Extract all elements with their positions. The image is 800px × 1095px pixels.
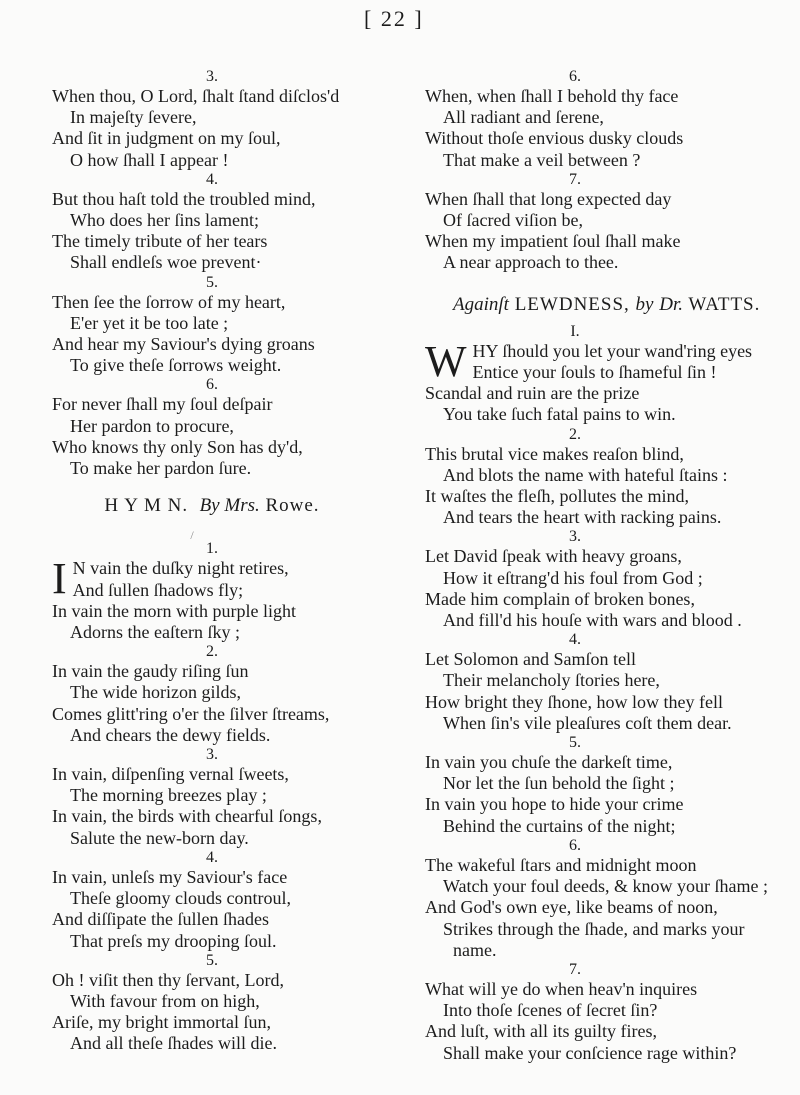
verse-line: And tears the heart with racking pains. [443,507,722,528]
verse-line: N vain the duſky night retires, [72,558,289,579]
verse-line: E'er yet it be too late ; [70,312,229,333]
lewdness-stanza [425,734,795,837]
verse-line: In vain the gaudy riſing ſun [52,661,249,682]
verse-line: The morning breezes play ; [70,785,267,806]
poem-stanza [52,376,402,479]
stanza-number: 5. [206,273,218,291]
stanza-number: 3. [206,746,218,764]
verse-line: It waſtes the fleſh, pollutes the mind, [425,486,689,507]
verse-line: Who does her ſins lament; [70,210,259,231]
lewdness-stanza [425,631,795,734]
verse-line: And all theſe ſhades will die. [70,1033,277,1054]
verse-line: Oh ! viſit then thy ſervant, Lord, [52,969,284,990]
verse-line: And ſit in judgment on my ſoul, [52,128,281,149]
verse-line: This brutal vice makes reaſon blind, [425,443,684,464]
stanza-number: 2. [569,425,581,443]
verse-line: And fill'd his houſe with wars and blood . [443,610,742,631]
verse-line: When ſhall that long expected day [425,188,672,209]
hymn-author: Rowe. [265,495,320,517]
verse-line: Shall endleſs woe prevent· [70,252,262,273]
verse-line: And blots the name with hateful ſtains : [443,464,728,485]
verse-line: The wakeful ſtars and midnight moon [425,854,697,875]
dropcap-block [425,336,795,386]
verse-line: Nor let the ſun behold the ſight ; [443,773,675,794]
heading-by: by [635,293,654,315]
verse-line: With favour from on high, [70,990,260,1011]
hymn-stanza [52,746,402,849]
verse-line: In vain, diſpenſing vernal ſweets, [52,764,289,785]
verse-line: Behind the curtains of the night; [443,815,676,836]
verse-line: Let David ſpeak with heavy groans, [425,546,682,567]
drop-cap: W [425,336,467,386]
verse-line: But thou haſt told the troubled mind, [52,188,316,209]
poem-stanza [425,68,795,171]
verse-line: The wide horizon gilds, [70,682,241,703]
verse-line: What will ye do when heav'n inquires [425,978,698,999]
verse-line: Without thoſe envious dusky clouds [425,128,684,149]
poem-stanza [425,171,795,274]
heading-against: Againſt [453,293,509,315]
hymn-title: H Y M N. [104,495,189,517]
hymn-stanza [52,952,402,1055]
verse-line: Ariſe, my bright immortal ſun, [52,1012,271,1033]
heading-author: WATTS. [688,293,761,315]
stanza-number: 3. [569,528,581,546]
verse-line: And ſullen ſhadows fly; [72,579,244,600]
lewdness-heading [425,294,795,315]
poem-stanza [52,68,402,171]
drop-cap: I [52,554,67,604]
verse-line: Watch your foul deeds, & know your ſhame ; [443,876,768,897]
verse-line: In majeſty ſevere, [70,107,197,128]
verse-line: And hear my Saviour's dying groans [52,334,315,355]
poem-stanza [52,274,402,377]
verse-line: Then ſee the ſorrow of my heart, [52,291,286,312]
verse-line: name. [453,939,497,960]
verse-line: Their melancholy ſtories here, [443,670,660,691]
verse-line: Salute the new-born day. [70,827,249,848]
hymn-stanza [52,643,402,746]
stanza-number: I. [570,322,580,340]
hymn-stanza [52,849,402,952]
verse-line: When, when ſhall I behold thy face [425,86,679,106]
verse-line: For never ſhall my ſoul deſpair [52,394,273,415]
stanza-number: 5. [206,951,218,969]
lewdness-stanza [425,528,795,631]
stanza-number: 3. [206,68,218,85]
lewdness-stanza [425,837,795,961]
right-column [425,68,795,1064]
verse-line: To give theſe ſorrows weight. [70,355,282,376]
stanza-number: 5. [569,734,581,752]
stanza-number: 7. [569,170,581,188]
left-column [52,68,402,1055]
verse-line: When my impatient ſoul ſhall make [425,231,681,252]
lewdness-stanza [425,426,795,529]
verse-line: That make a veil between ? [443,149,641,170]
verse-line: Let Solomon and Samſon tell [425,649,636,670]
verse-line: Theſe gloomy clouds controul, [70,888,291,909]
verse-line: In vain the morn with purple light [52,600,296,621]
verse-line: Who knows thy only Son has dy'd, [52,436,303,457]
stanza-number: 4. [569,631,581,649]
verse-line: In vain you chuſe the darkeſt time, [425,752,673,773]
stanza-number: 6. [569,836,581,854]
lewdness-stanza [425,961,795,1064]
verse-line: And luſt, with all its guilty fires, [425,1021,657,1042]
verse-line: How bright they ſhone, how low they fell [425,691,723,712]
stanza-number: 7. [569,960,581,978]
hymn-stanza [52,540,402,643]
verse-line: To make her pardon ſure. [70,458,252,479]
verse-line: When thou, O Lord, ſhalt ſtand diſclos'd [52,86,340,106]
verse-line: Strikes through the ſhade, and marks your [443,918,745,939]
verse-line: O how ſhall I appear ! [70,149,229,170]
stanza-number: 4. [206,170,218,188]
verse-line: Made him complain of broken bones, [425,588,695,609]
heading-dr: Dr. [659,293,683,315]
verse-line: Of ſacred viſion be, [443,210,583,231]
verse-line: Entice your ſouls to ſhameful ſin ! [472,362,717,383]
heading-title: LEWDNESS, [514,293,630,315]
verse-line: How it eſtrang'd his foul from God ; [443,567,703,588]
ornament-mark: / [190,528,194,543]
dropcap-block [52,554,402,604]
stanza-number: 6. [569,68,581,85]
verse-line: Shall make your conſcience rage within? [443,1042,737,1063]
hymn-by: By Mrs. [199,495,260,517]
stanza-number: 2. [206,643,218,661]
verse-line: In vain you hope to hide your crime [425,794,684,815]
page-number: [ 22 ] [364,6,424,31]
verse-line: All radiant and ſerene, [443,107,604,128]
verse-line: You take ſuch fatal pains to win. [443,404,676,425]
verse-line: Adorns the eaſtern ſky ; [70,622,240,643]
verse-line: Into thoſe ſcenes of ſecret ſin? [443,1000,658,1021]
poem-stanza [52,171,402,274]
verse-line: In vain, the birds with chearful ſongs, [52,806,322,827]
verse-line: And God's own eye, like beams of noon, [425,897,718,918]
verse-line: Scandal and ruin are the prize [425,383,640,404]
verse-line: The timely tribute of her tears [52,231,268,252]
hymn-heading [52,495,372,516]
verse-line: HY ſhould you let your wand'ring eyes [472,340,753,361]
stanza-number: 1. [206,540,218,558]
verse-line: That preſs my drooping ſoul. [70,930,277,951]
verse-line: A near approach to thee. [443,252,619,273]
verse-line: When ſin's vile pleaſures coſt them dear. [443,712,732,733]
verse-line: Her pardon to procure, [70,415,234,436]
lewdness-stanza [425,323,795,426]
stanza-number: 4. [206,848,218,866]
verse-line: And chears the dewy fields. [70,724,271,745]
stanza-number: 6. [206,376,218,394]
verse-line: And diſſipate the ſullen ſhades [52,909,269,930]
verse-line: Comes glitt'ring o'er the ſilver ſtreams, [52,703,330,724]
verse-line: In vain, unleſs my Saviour's face [52,866,288,887]
